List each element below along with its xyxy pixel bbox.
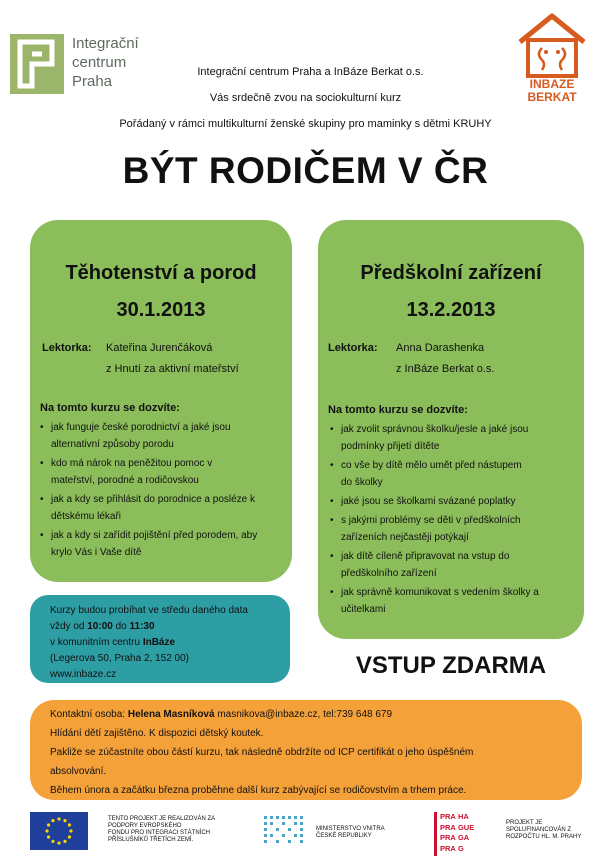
ministry-text: MINISTERSTVO VNITRA ČESKÉ REPUBLIKY <box>316 826 385 839</box>
free-entry-label: VSTUP ZDARMA <box>355 652 547 679</box>
topics-list <box>38 419 288 563</box>
course-info-text <box>50 603 248 683</box>
list-item: • jak správně komunikovat s vedením školky a učitelkami <box>328 584 578 618</box>
icp-logo-text <box>72 34 139 91</box>
page-title: BÝT RODIČEM V ČR <box>122 150 489 191</box>
info-venue: v komunitním centru InBáze <box>50 637 176 648</box>
list-item: • jak zvolit správnou školku/jesle a jaké jsou podmínky přijetí dítěte <box>328 421 578 455</box>
list-item: • jaké jsou se školkami svázané poplatky <box>328 493 578 510</box>
topics-list <box>328 421 578 620</box>
inbaze-logo-word: INBAZE <box>529 77 575 91</box>
info-address: (Legerova 50, Praha 2, 152 00) <box>50 653 189 664</box>
contact-next-course: Během února a začátku března proběhne další kurz zabývající se rodičovstvím a trhem práce. <box>50 785 467 796</box>
course-date: 30.1.2013 <box>116 299 206 321</box>
lecturer-label: Lektorka: <box>328 342 378 354</box>
icp-logo-mark-icon <box>10 34 64 94</box>
contact-childcare: Hlídání dětí zajištěno. K dispozici dětský koutek. <box>50 728 264 739</box>
icp-logo <box>10 34 170 94</box>
course-info-box <box>30 595 290 683</box>
praha-funding-text: PROJEKT JE SPOLUFINANCOVÁN Z ROZPOČTU HL. M. PRAHY <box>506 820 582 840</box>
inbaze-logo <box>512 12 592 104</box>
list-item: • jak dítě cíleně připravovat na vstup do předškolního zařízení <box>328 548 578 582</box>
contact-certificate-cont: absolvování. <box>50 766 107 777</box>
eu-fund-text: TENTO PROJEKT JE REALIZOVÁN ZA PODPORY EVROPSKÉHO FONDU PRO INTEGRACI STÁTNÍCH PŘÍSLUŠNÍKŮ TŘETÍCH ZEMÍ. <box>108 816 216 843</box>
invite-line-invitation: Vás srdečně zvou na sociokulturní kurz <box>209 92 402 104</box>
eu-flag-icon <box>30 812 88 850</box>
info-time: vždy od 10:00 do 11:30 <box>50 621 155 632</box>
list-item: • jak funguje české porodnictví a jaké jsou alternativní způsoby porodu <box>38 419 288 453</box>
course-date: 13.2.2013 <box>406 299 496 321</box>
lecturer-org: z Hnutí za aktivní mateřství <box>106 363 239 375</box>
lecturer-name: Anna Darashenka <box>396 342 485 354</box>
list-item: • jak a kdy si zařídit pojištění před porodem, aby krylo Vás i Vaše dítě <box>38 527 288 561</box>
learn-heading: Na tomto kurzu se dozvíte: <box>40 402 180 414</box>
praha-logo-text: PRA HA PRA GUE PRA GA PRA G <box>440 812 475 853</box>
praha-logo-bar <box>434 812 437 856</box>
course-panel-preschool <box>318 220 584 639</box>
contact-certificate: Pakliže se zúčastníte obou částí kurzu, tak následně obdržíte od ICP certifikát o jeho úspěšném <box>50 747 474 758</box>
icp-logo-line: Integrační <box>72 35 139 52</box>
contact-text <box>50 705 570 800</box>
icp-logo-line: centrum <box>72 54 127 71</box>
list-item: • kdo má nárok na peněžitou pomoc v mateřství, porodné a rodičovskou <box>38 455 288 489</box>
list-item: • jak a kdy se přihlásit do porodnice a posléze k dětskému lékaři <box>38 491 288 525</box>
course-title: Předškolní zařízení <box>360 262 542 284</box>
course-panel-pregnancy <box>30 220 292 582</box>
invite-line-program: Pořádaný v rámci multikulturní ženské skupiny pro maminky s dětmi KRUHY <box>119 118 492 130</box>
contact-person: Kontaktní osoba: Helena Masníková masnikova@inbaze.cz, tel:739 648 679 <box>50 709 393 720</box>
lecturer-org: z InBáze Berkat o.s. <box>396 363 495 375</box>
course-title: Těhotenství a porod <box>65 262 257 284</box>
contact-box <box>30 700 582 800</box>
ministry-logo-icon <box>262 812 310 848</box>
info-website-link[interactable]: www.inbaze.cz <box>50 669 117 680</box>
list-item: • co vše by dítě mělo umět před nástupem do školky <box>328 457 578 491</box>
invite-line-organizers: Integrační centrum Praha a InBáze Berkat o.s. <box>197 66 424 78</box>
info-schedule: Kurzy budou probíhat ve středu daného data <box>50 605 248 616</box>
list-item: • s jakými problémy se děti v předškolních zařízeních nejčastěji potýkají <box>328 512 578 546</box>
icp-logo-line: Praha <box>72 73 113 90</box>
lecturer-label: Lektorka: <box>42 342 92 354</box>
praha-logo <box>434 812 490 856</box>
lecturer-name: Kateřina Jurenčáková <box>106 342 213 354</box>
berkat-logo-word: BERKAT <box>527 90 577 104</box>
learn-heading: Na tomto kurzu se dozvíte: <box>328 404 468 416</box>
